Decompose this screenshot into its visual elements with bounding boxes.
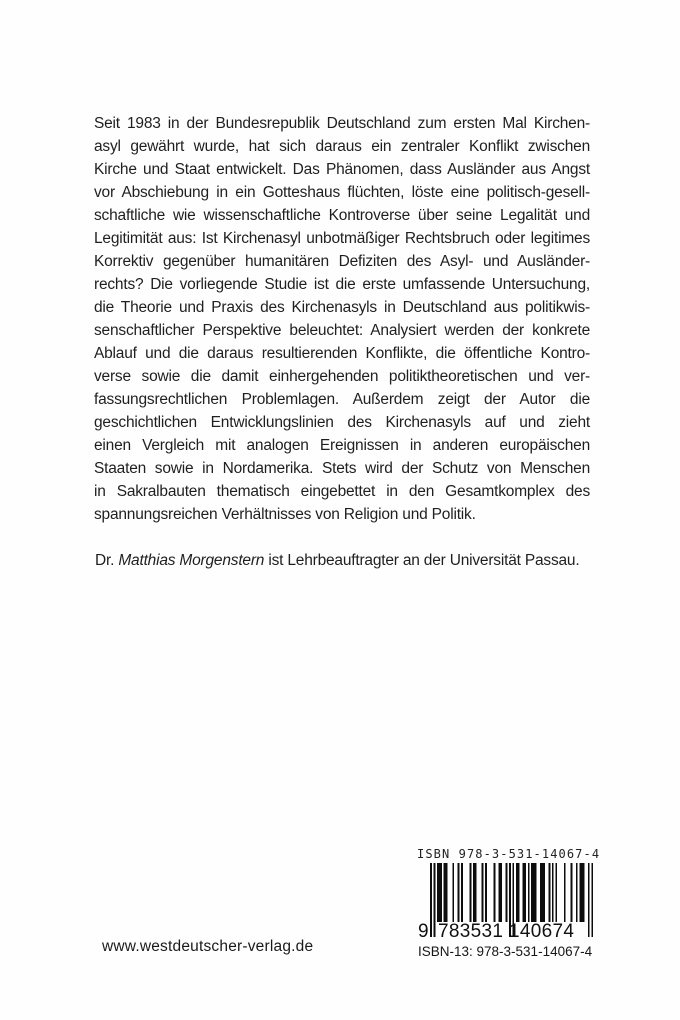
blurb-line: Seit 1983 in der Bundesrepublik Deutschland zum ersten Mal Kirchen- [94,115,590,132]
blurb-line: Ablauf und die daraus resultierenden Konflikte, die öffentliche Kontro- [94,345,590,362]
blurb-line: Korrektiv gegenüber humanitären Defiziten des Asyl- und Ausländer- [94,253,590,270]
blurb-line: verse sowie die damit einhergehenden politiktheoretischen und ver- [94,368,590,385]
blurb-text [94,112,590,526]
ean-digits-row [417,921,603,941]
blurb-line: schaftliche wie wissenschaftliche Kontroverse über seine Legalität und [94,207,590,224]
author-line-prefix: Dr. [95,552,119,569]
blurb-line: fassungsrechtlichen Problemlagen. Außerdem zeigt der Autor die [94,391,590,408]
blurb-line: in Sakralbauten thematisch eingebettet in den Gesamtkomplex des [94,483,590,500]
author-line-suffix: ist Lehrbeauftragter an der Universität Passau. [264,552,580,569]
blurb-line: rechts? Die vorliegende Studie ist die erste umfassende Untersuchung, [94,276,590,293]
blurb-line: vor Abschiebung in ein Gotteshaus flüchten, löste eine politisch-gesell- [94,184,590,201]
ean-right-group: 140674 [509,921,575,942]
blurb-line: senschaftlicher Perspektive beleuchtet: Analysiert werden der konkrete [94,322,590,339]
ean-left-group: 783531 [438,921,504,942]
author-name: Matthias Morgenstern [118,552,265,569]
ean-lead-digit: 9 [418,921,429,942]
isbn13-label: ISBN-13: 978-3-531-14067-4 [418,944,593,959]
blurb-line: asyl gewährt wurde, hat sich daraus ein zentraler Konflikt zwischen [94,138,590,155]
blurb-line: Kirche und Staat entwickelt. Das Phänomen, dass Ausländer aus Angst [94,161,590,178]
barcode-block [417,847,603,961]
blurb-line: Legitimität aus: Ist Kirchenasyl unbotmäßiger Rechtsbruch oder legitimes [94,230,590,247]
blurb-line: spannungsreichen Verhältnisses von Religion und Politik. [94,506,476,523]
blurb-line: einen Vergleich mit analogen Ereignissen in anderen europäischen [94,437,590,454]
blurb-line: Staaten sowie in Nordamerika. Stets wird der Schutz von Menschen [94,460,590,477]
publisher-url: www.westdeutscher-verlag.de [102,938,314,955]
blurb-line: die Theorie und Praxis des Kirchenasyls in Deutschland aus politikwis- [94,299,590,316]
author-line [95,549,635,572]
isbn-header-label: ISBN 978-3-531-14067-4 [417,847,601,861]
blurb-line: geschichtlichen Entwicklungslinien des Kirchenasyls auf und zieht [94,414,590,431]
